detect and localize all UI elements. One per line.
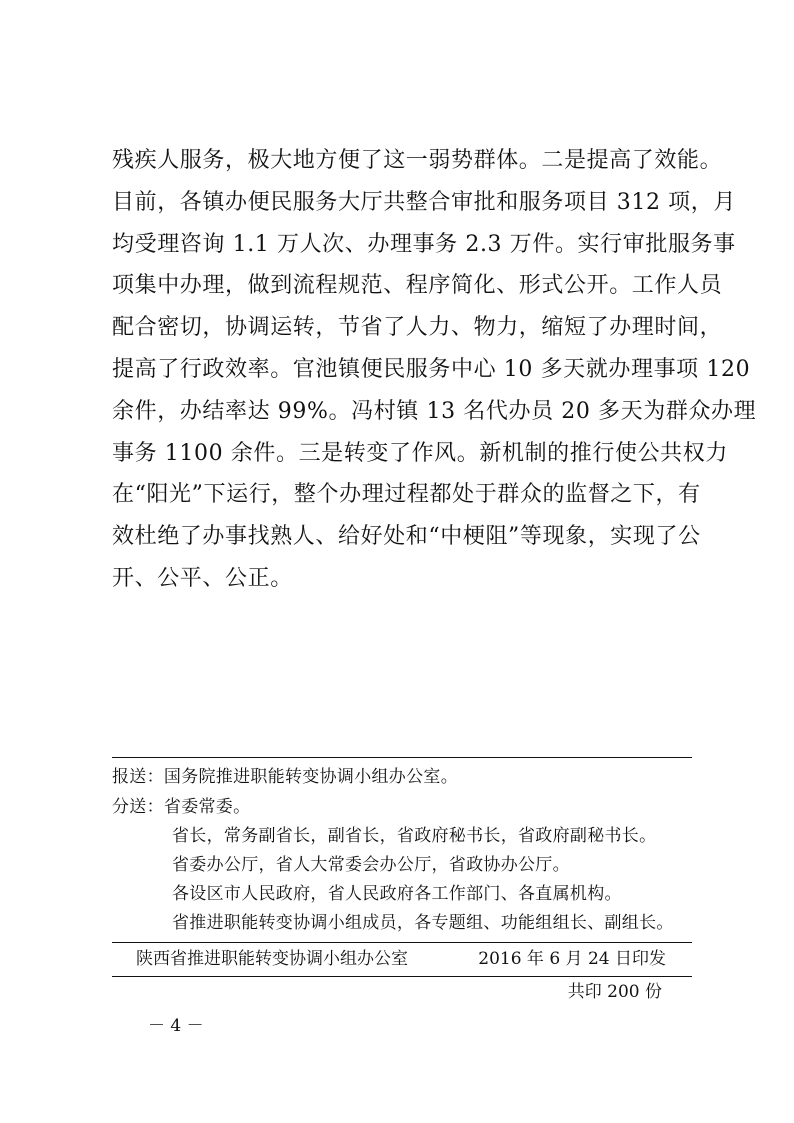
body-line: 均受理咨询 1.1 万人次、办理事务 2.3 万件。实行审批服务事 <box>112 231 736 257</box>
body-line: 项集中办理，做到流程规范、程序简化、形式公开。工作人员 <box>112 273 723 299</box>
copy-to-line: 省推进职能转变协调小组成员，各专题组、功能组组长、副组长。 <box>172 913 674 933</box>
issuer: 陕西省推进职能转变协调小组办公室 <box>136 949 408 969</box>
copy-to-line: 省长，常务副省长，副省长，省政府秘书长，省政府副秘书长。 <box>172 826 657 846</box>
body-line: 提高了行政效率。官池镇便民服务中心 10 多天就办理事项 120 <box>112 356 751 382</box>
print-copies: 共印 200 份 <box>567 982 662 1002</box>
issue-date: 2016 年 6 月 24 日印发 <box>478 949 666 969</box>
top-divider <box>112 757 692 758</box>
body-line: 开、公平、公正。 <box>112 565 293 591</box>
copy-to-line: 省委办公厅，省人大常委会办公厅，省政协办公厅。 <box>172 855 570 875</box>
body-line: 效杜绝了办事找熟人、给好处和“中梗阻”等现象，实现了公 <box>112 524 701 550</box>
body-paragraph <box>112 140 757 600</box>
page-number: － 4 － <box>148 1016 204 1036</box>
report-to-line: 报送：国务院推进职能转变协调小组办公室。 <box>112 767 458 787</box>
body-line: 余件，办结率达 99%。冯村镇 13 名代办员 20 多天为群众办理 <box>112 398 757 424</box>
copy-to-label: 分送：省委常委。 <box>112 797 251 817</box>
body-line: 残疾人服务，极大地方便了这一弱势群体。二是提高了效能。 <box>112 148 723 173</box>
body-line: 目前，各镇办便民服务大厅共整合审批和服务项目 312 项，月 <box>112 189 736 215</box>
middle-divider <box>112 942 692 943</box>
copy-to-line: 各设区市人民政府，省人民政府各工作部门、各直属机构。 <box>172 884 622 904</box>
body-line: 在“阳光”下运行，整个办理过程都处于群众的监督之下，有 <box>112 482 701 508</box>
body-line: 配合密切，协调运转，节省了人力、物力，缩短了办理时间， <box>112 315 723 341</box>
body-line: 事务 1100 余件。三是转变了作风。新机制的推行使公共权力 <box>112 440 728 466</box>
bottom-divider <box>112 976 692 977</box>
